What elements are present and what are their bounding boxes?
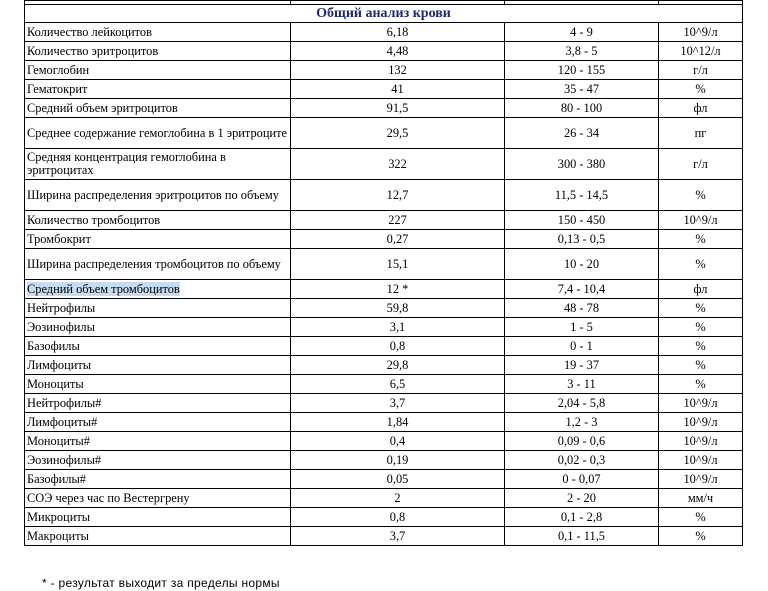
result-value: 6,5 (291, 375, 505, 394)
unit: 10^9/л (659, 394, 743, 413)
reference-range: 3 - 11 (505, 375, 659, 394)
result-value: 29,5 (291, 118, 505, 149)
result-value: 6,18 (291, 23, 505, 42)
unit: % (659, 508, 743, 527)
analyte-name: Количество эритроцитов (25, 42, 291, 61)
table-title-row (25, 5, 743, 23)
reference-range: 0 - 0,07 (505, 470, 659, 489)
reference-range: 35 - 47 (505, 80, 659, 99)
reference-range: 7,4 - 10,4 (505, 280, 659, 299)
unit: 10^9/л (659, 432, 743, 451)
analyte-name: Макроциты (25, 527, 291, 546)
analyte-name: Средняя концентрация гемоглобина в эритроцитах (25, 149, 291, 180)
reference-range: 0,09 - 0,6 (505, 432, 659, 451)
table-row (25, 42, 743, 61)
result-value: 0,05 (291, 470, 505, 489)
selected-text: Средний объем тромбоцитов (27, 281, 180, 296)
analyte-name: Базофилы# (25, 470, 291, 489)
unit: % (659, 356, 743, 375)
reference-range: 4 - 9 (505, 23, 659, 42)
analyte-name: Моноциты (25, 375, 291, 394)
unit: 10^12/л (659, 42, 743, 61)
result-value: 132 (291, 61, 505, 80)
analyte-name: Тромбокрит (25, 230, 291, 249)
analyte-name: Количество лейкоцитов (25, 23, 291, 42)
reference-range: 2 - 20 (505, 489, 659, 508)
unit: пг (659, 118, 743, 149)
unit: % (659, 527, 743, 546)
table-row (25, 230, 743, 249)
analyte-name: Среднее содержание гемоглобина в 1 эритроците (25, 118, 291, 149)
result-value: 3,1 (291, 318, 505, 337)
table-row (25, 432, 743, 451)
table-row (25, 61, 743, 80)
result-value: 12 * (291, 280, 505, 299)
reference-range: 300 - 380 (505, 149, 659, 180)
reference-range: 0 - 1 (505, 337, 659, 356)
table-row (25, 23, 743, 42)
reference-range: 48 - 78 (505, 299, 659, 318)
footnote: * - результат выходит за пределы нормы (42, 576, 280, 590)
blood-test-table (24, 0, 743, 546)
table-row (25, 451, 743, 470)
table-row (25, 470, 743, 489)
unit: мм/ч (659, 489, 743, 508)
unit: г/л (659, 61, 743, 80)
table-row (25, 375, 743, 394)
analyte-name: Микроциты (25, 508, 291, 527)
table-row (25, 508, 743, 527)
table-row (25, 118, 743, 149)
table-row (25, 489, 743, 508)
result-value: 3,7 (291, 527, 505, 546)
unit: фл (659, 280, 743, 299)
analyte-name: Средний объем эритроцитов (25, 99, 291, 118)
reference-range: 3,8 - 5 (505, 42, 659, 61)
result-value: 1,84 (291, 413, 505, 432)
table-row (25, 337, 743, 356)
result-value: 12,7 (291, 180, 505, 211)
unit: % (659, 299, 743, 318)
table-row (25, 318, 743, 337)
result-value: 0,19 (291, 451, 505, 470)
table-title: Общий анализ крови (25, 5, 743, 23)
unit: % (659, 337, 743, 356)
result-value: 322 (291, 149, 505, 180)
result-value: 3,7 (291, 394, 505, 413)
result-value: 29,8 (291, 356, 505, 375)
reference-range: 2,04 - 5,8 (505, 394, 659, 413)
unit: 10^9/л (659, 470, 743, 489)
analyte-name: Гематокрит (25, 80, 291, 99)
result-value: 91,5 (291, 99, 505, 118)
table-row (25, 180, 743, 211)
table-row (25, 249, 743, 280)
reference-range: 1 - 5 (505, 318, 659, 337)
analyte-name: Ширина распределения тромбоцитов по объему (25, 249, 291, 280)
unit: % (659, 230, 743, 249)
unit: % (659, 318, 743, 337)
reference-range: 0,02 - 0,3 (505, 451, 659, 470)
table-row (25, 211, 743, 230)
result-value: 0,8 (291, 337, 505, 356)
analyte-name: Лимфоциты (25, 356, 291, 375)
reference-range: 0,1 - 11,5 (505, 527, 659, 546)
result-value: 4,48 (291, 42, 505, 61)
unit: 10^9/л (659, 23, 743, 42)
table-row (25, 394, 743, 413)
unit: % (659, 180, 743, 211)
result-value: 0,27 (291, 230, 505, 249)
table-row (25, 149, 743, 180)
unit: фл (659, 99, 743, 118)
table-row (25, 413, 743, 432)
analyte-name: Лимфоциты# (25, 413, 291, 432)
table-row (25, 356, 743, 375)
table-row (25, 280, 743, 299)
table-row (25, 299, 743, 318)
result-value: 227 (291, 211, 505, 230)
table-row (25, 80, 743, 99)
analyte-name: СОЭ через час по Вестергрену (25, 489, 291, 508)
unit: 10^9/л (659, 211, 743, 230)
table-row (25, 99, 743, 118)
analyte-name: Ширина распределения эритроцитов по объему (25, 180, 291, 211)
reference-range: 10 - 20 (505, 249, 659, 280)
result-value: 0,4 (291, 432, 505, 451)
result-value: 15,1 (291, 249, 505, 280)
analyte-name (25, 280, 291, 299)
result-value: 2 (291, 489, 505, 508)
reference-range: 11,5 - 14,5 (505, 180, 659, 211)
unit: 10^9/л (659, 413, 743, 432)
analyte-name: Моноциты# (25, 432, 291, 451)
unit: % (659, 375, 743, 394)
reference-range: 0,1 - 2,8 (505, 508, 659, 527)
reference-range: 80 - 100 (505, 99, 659, 118)
analyte-name: Базофилы (25, 337, 291, 356)
analyte-name: Гемоглобин (25, 61, 291, 80)
result-value: 59,8 (291, 299, 505, 318)
analyte-name: Эозинофилы (25, 318, 291, 337)
result-value: 0,8 (291, 508, 505, 527)
analyte-name: Нейтрофилы (25, 299, 291, 318)
reference-range: 150 - 450 (505, 211, 659, 230)
reference-range: 0,13 - 0,5 (505, 230, 659, 249)
unit: % (659, 80, 743, 99)
analyte-name: Количество тромбоцитов (25, 211, 291, 230)
reference-range: 120 - 155 (505, 61, 659, 80)
unit: 10^9/л (659, 451, 743, 470)
reference-range: 1,2 - 3 (505, 413, 659, 432)
reference-range: 19 - 37 (505, 356, 659, 375)
unit: г/л (659, 149, 743, 180)
unit: % (659, 249, 743, 280)
table-row (25, 527, 743, 546)
result-value: 41 (291, 80, 505, 99)
analyte-name: Нейтрофилы# (25, 394, 291, 413)
analyte-name: Эозинофилы# (25, 451, 291, 470)
reference-range: 26 - 34 (505, 118, 659, 149)
